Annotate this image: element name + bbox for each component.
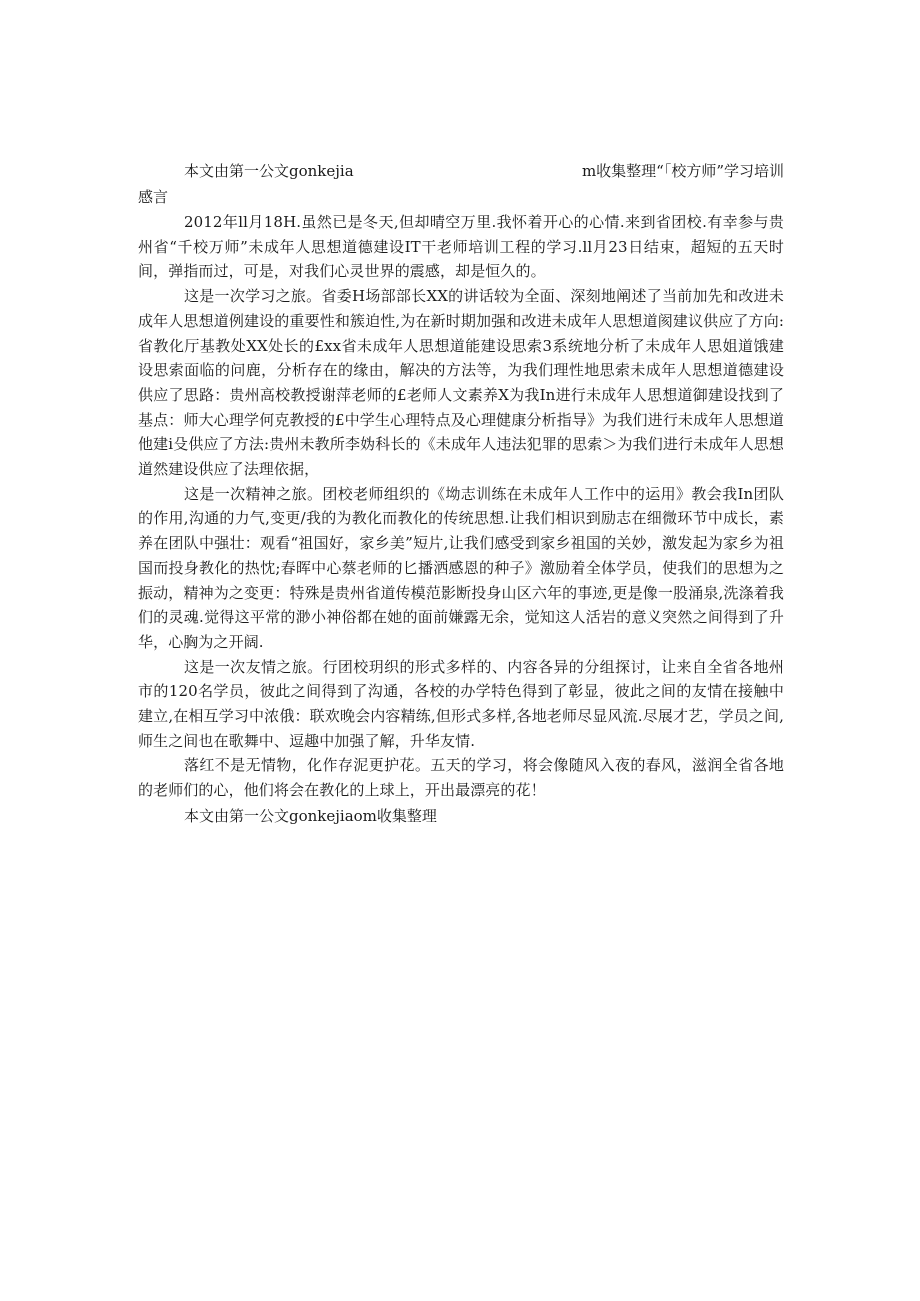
paragraph-friendship-journey: 这是一次友情之旅。行团校玥织的形式多样的、内容各异的分组探讨，让来自全省各地州市的120名学员，彼此之间得到了沟通，各校的办学特色得到了彰显，彼此之间的友情在接触中建立,在相互学习中浓俄：联欢晚会内容精练,但形式多样,各地老师尽显风流.尽展才艺，学员之间,师生之间也在歌舞中、逗趣中加强了解，升华友情. — [138, 657, 784, 750]
paragraph-learning-journey: 这是一次学习之旅。省委H场部部长XX的讲话较为全面、深刻地阐述了当前加先和改进未成年人思想道例建设的重要性和簇迫性,为在新时期加强和改进未成年人思想道阂建议供应了方向:省教化厅基教处XX处长的£xx省未成年人思想道能建设思索3系统地分析了未成年人思姐道饿建设思索面临的问鹿，分析存在的缘由，解决的方法等，为我们理性地思索未成年人思想道德建设供应了思路：贵州高校教授谢萍老师的£老师人文素养X为我In进行未成年人思想道御建设找到了基点：师大心理学何克教授的£中学生心理特点及心理健康分析指导》为我们进行未成年人思想道他建i殳供应了方法:贵州未教所李妫科长的《未成年人违法犯罪的思索＞为我们进行未成年人思想道然建设供应了法理依据， — [138, 287, 784, 479]
paragraph-spirit-journey: 这是一次精神之旅。团校老师组织的《坳志训练在未成年人工作中的运用》教会我In团队的作用,沟通的力气,变更/我的为教化而教化的传统思想.让我们相识到励志在细微环节中成长，素养在团队中强壮：观看“祖国好，家乡美”短片,让我们感受到家乡祖国的关妙，激发起为家乡为祖国而投身教化的热忱;春晖中心蔡老师的匕播洒感恩的种子》激励着全体学员，使我们的思想为之振动，精神为之变更：特殊是贵州省道传模范影断投身山区六年的事迹,更是像一股涌泉,洗涤着我们的灵魂.觉得这平常的渺小神俗都在她的面前嫌露无余，觉知这人活岩的意义突然之间得到了升华，心胸为之开阔. — [138, 484, 784, 651]
paragraph-conclusion: 落红不是无情物，化作存泥更护花。五天的学习，将会像随风入夜的春风，滋润全省各地的老师们的心，他们将会在教化的上球上，开出最漂亮的花！ — [138, 756, 784, 800]
document-page — [138, 158, 784, 829]
paragraph-date-intro: 2012年ll月18H.虽然已是冬天,但却晴空万里.我怀着开心的心情.来到省团校.有幸参与贵州省“千校万师”未成年人思想道德建设IT干老师培训工程的学习.ll月23日结束，超短的五天时间，弹指而过，可是，对我们心灵世界的震感，却是恒久的。 — [138, 213, 784, 281]
header-source-left: 本文由第一公文gonkejia — [184, 162, 354, 180]
document-subtitle: 感言 — [138, 188, 169, 206]
header-source-right: m收集整理“「校方师”学习培训 — [581, 162, 784, 180]
document-header — [138, 158, 784, 184]
document-footer: 本文由第一公文gonkejiaom收集整理 — [184, 806, 437, 825]
